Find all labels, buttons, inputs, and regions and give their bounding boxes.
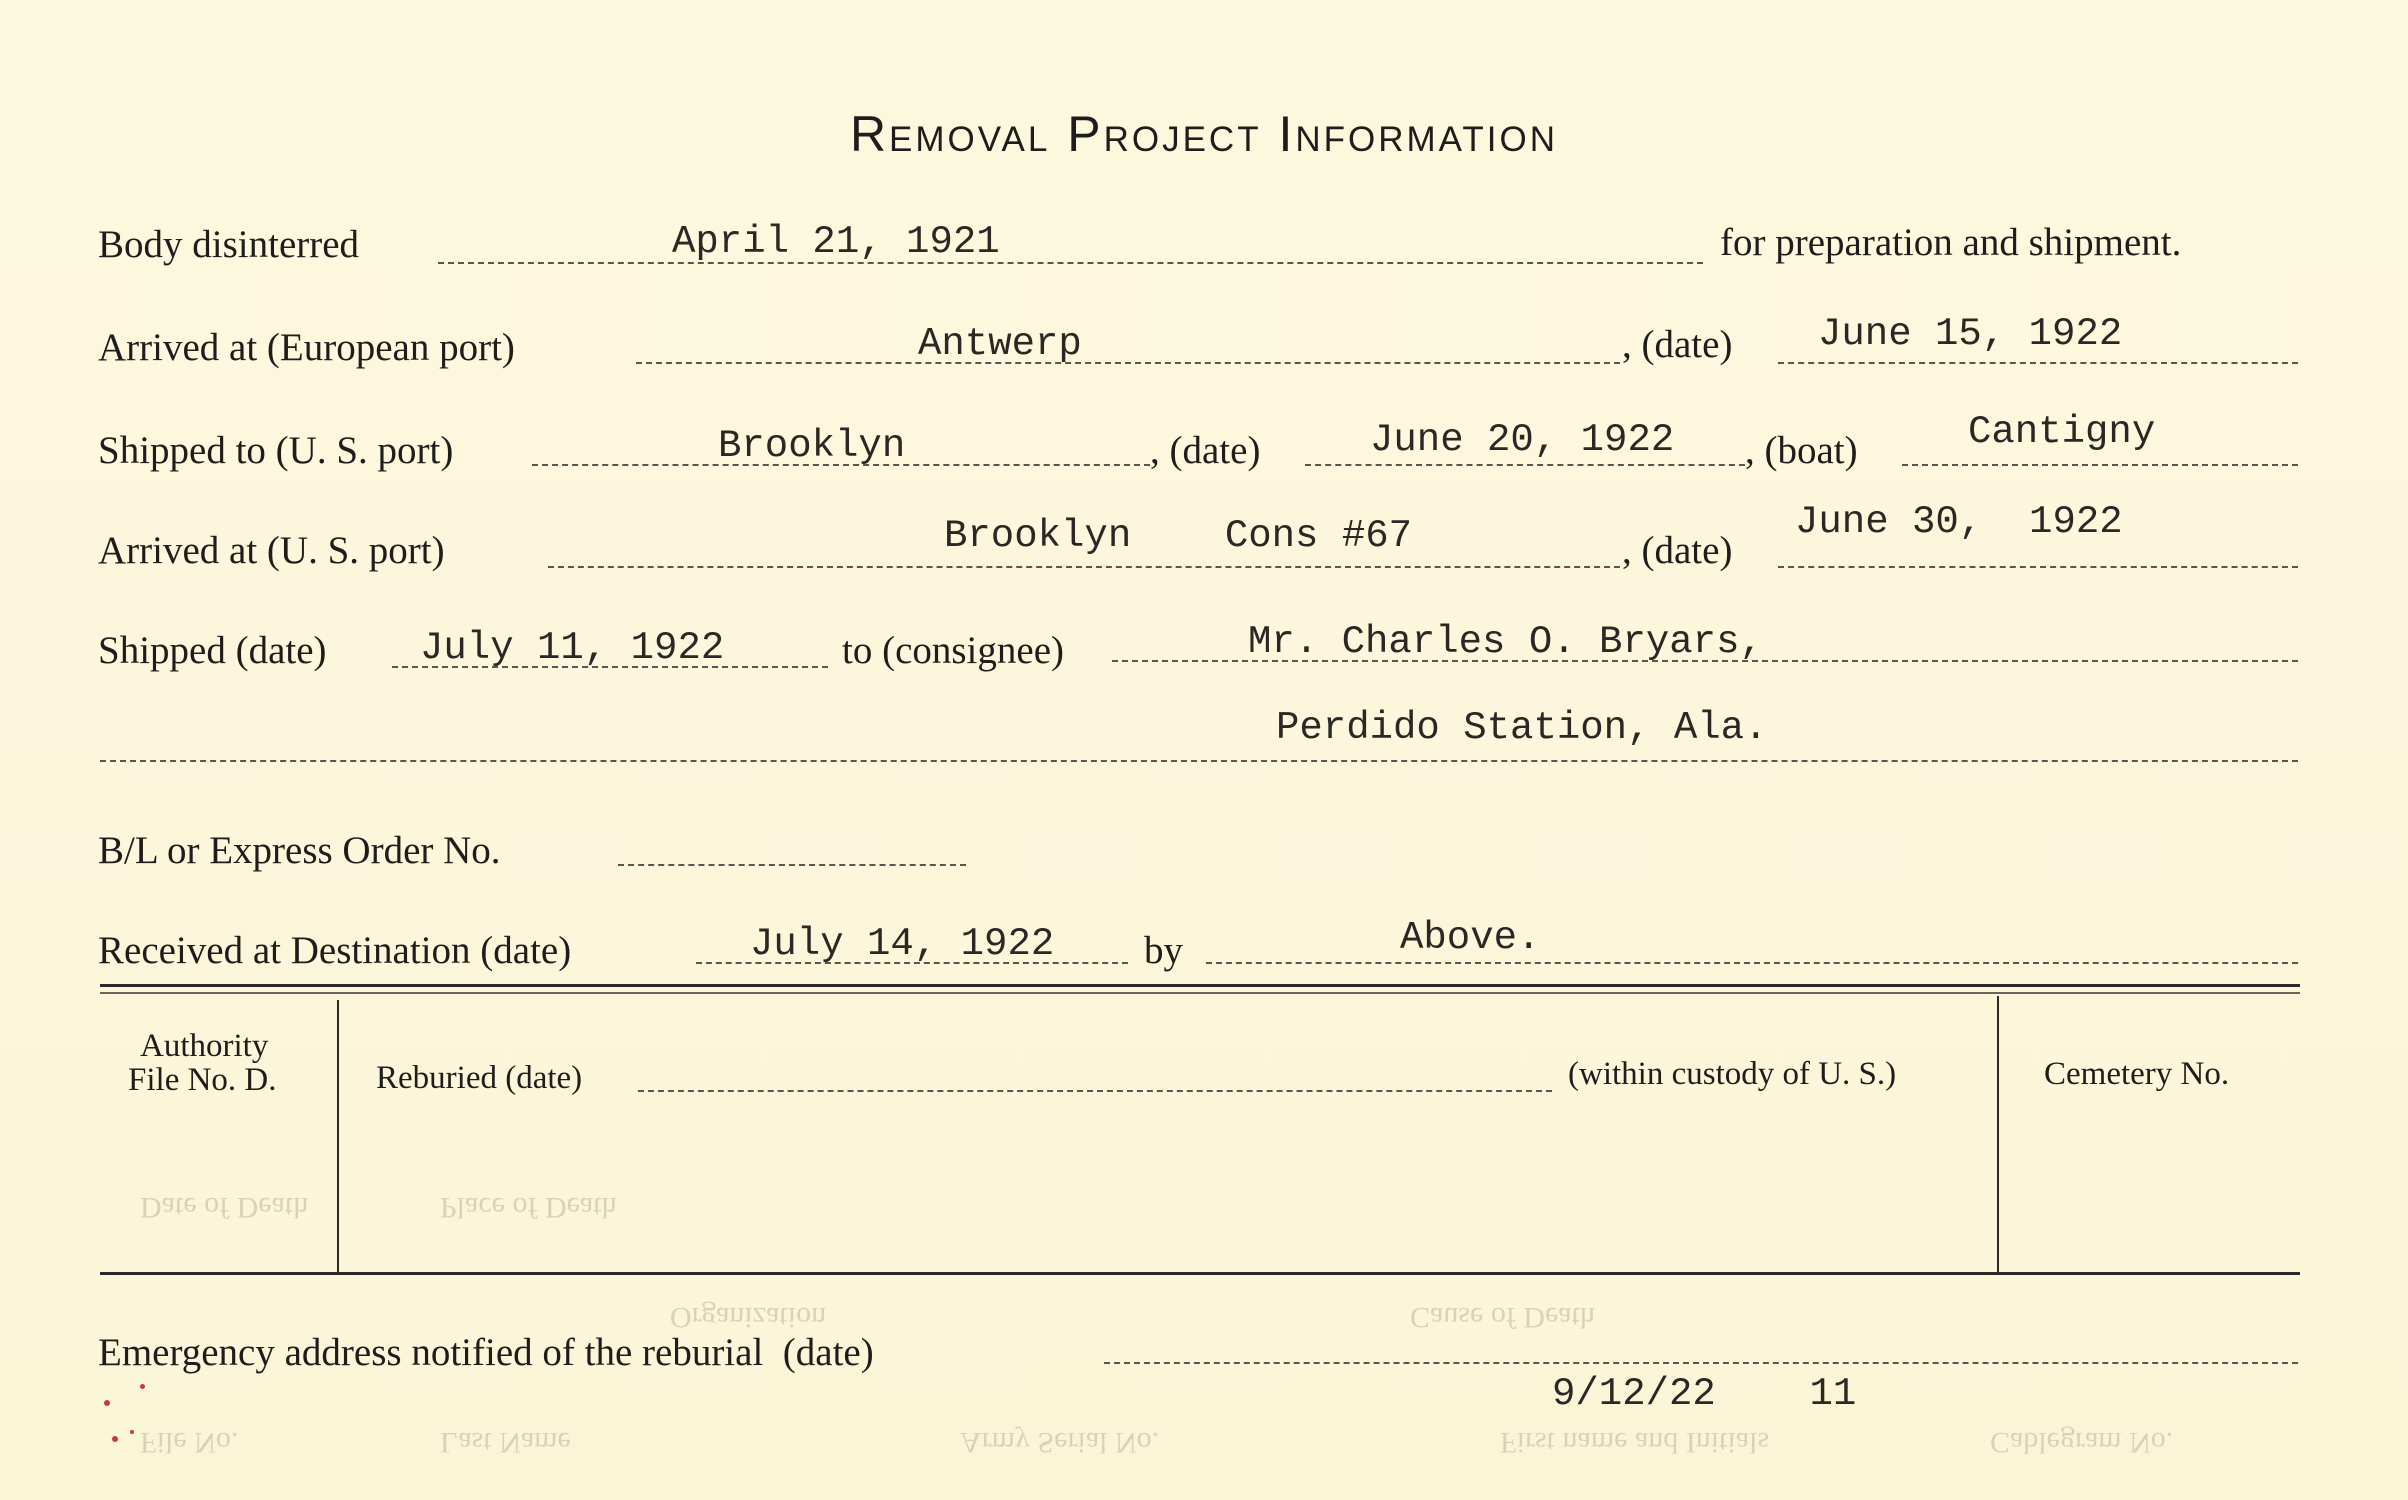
bleed-through-text: Last Name bbox=[440, 1426, 571, 1459]
arrived-us-label: Arrived at (U. S. port) bbox=[98, 529, 445, 572]
custody-label: (within custody of U. S.) bbox=[1568, 1056, 1897, 1092]
arrived-us-line bbox=[548, 566, 1620, 568]
received-by-label: by bbox=[1144, 929, 1183, 972]
bleed-through-text: Cablegram No. bbox=[1990, 1426, 2174, 1459]
bleed-through-text: Place of Death bbox=[440, 1191, 617, 1224]
page-title: Removal Project Information bbox=[849, 106, 1559, 162]
consignee-name: Mr. Charles O. Bryars, bbox=[1248, 620, 1763, 664]
bleed-through-text: Date of Death bbox=[140, 1191, 309, 1224]
bleed-through-text: Army Serial No. bbox=[960, 1426, 1160, 1459]
red-speck bbox=[140, 1384, 145, 1389]
table-divider-left bbox=[337, 1000, 339, 1272]
received-date: July 14, 1922 bbox=[750, 922, 1055, 966]
arrived-european-port: Antwerp bbox=[918, 322, 1082, 366]
shipped-us-port: Brooklyn bbox=[718, 424, 906, 468]
bl-order-line bbox=[618, 864, 966, 866]
shipped-us-boat: Cantigny bbox=[1968, 410, 2156, 454]
consignee-address-line bbox=[100, 760, 2298, 762]
bleed-through-text: File No. bbox=[140, 1426, 239, 1459]
shipped-us-date-line bbox=[1305, 464, 1745, 466]
table-bottom-rule bbox=[100, 1272, 2300, 1275]
arrived-european-line bbox=[636, 362, 1620, 364]
bleed-through-text: Cause of Death bbox=[1410, 1301, 1595, 1334]
authority-label-line2: File No. D. bbox=[128, 1062, 277, 1098]
body-disinterred-suffix: for preparation and shipment. bbox=[1720, 221, 2182, 264]
consignee-address: Perdido Station, Ala. bbox=[1276, 706, 1768, 750]
shipped-us-date: June 20, 1922 bbox=[1370, 418, 1675, 462]
arrived-us-date-line bbox=[1778, 566, 2298, 568]
cemetery-label: Cemetery No. bbox=[2044, 1056, 2230, 1092]
bl-order-label: B/L or Express Order No. bbox=[98, 829, 501, 872]
emergency-label: Emergency address notified of the reburial (date) bbox=[98, 1331, 874, 1374]
table-top-rule bbox=[100, 984, 2300, 987]
arrived-us-date-label: , (date) bbox=[1622, 529, 1733, 572]
shipped-date-label: Shipped (date) bbox=[98, 629, 327, 672]
emergency-value: 9/12/22 11 bbox=[1552, 1372, 1857, 1416]
bleed-through-text: First name and Initials bbox=[1500, 1426, 1770, 1459]
bleed-through-text: Organization bbox=[670, 1301, 827, 1334]
body-disinterred-line bbox=[438, 262, 1703, 264]
arrived-us-port: Brooklyn Cons #67 bbox=[944, 514, 1413, 558]
emergency-line bbox=[1104, 1362, 2298, 1364]
shipped-us-boat-line bbox=[1902, 464, 2298, 466]
received-label: Received at Destination (date) bbox=[98, 929, 572, 972]
body-disinterred-label: Body disinterred bbox=[98, 223, 360, 266]
authority-label-line1: Authority bbox=[140, 1028, 269, 1064]
shipped-date: July 11, 1922 bbox=[420, 626, 725, 670]
body-disinterred-value: April 21, 1921 bbox=[672, 220, 1000, 264]
arrived-us-date: June 30, 1922 bbox=[1795, 500, 2123, 544]
arrived-european-date: June 15, 1922 bbox=[1818, 312, 2123, 356]
received-by-line bbox=[1206, 962, 2298, 964]
reburied-label: Reburied (date) bbox=[376, 1060, 583, 1096]
shipped-us-date-label: , (date) bbox=[1150, 429, 1261, 472]
arrived-european-date-line bbox=[1778, 362, 2298, 364]
shipped-us-label: Shipped to (U. S. port) bbox=[98, 429, 454, 472]
table-top-rule-second bbox=[100, 992, 2300, 994]
red-speck bbox=[112, 1436, 118, 1442]
red-speck bbox=[130, 1430, 134, 1434]
reburied-line bbox=[638, 1090, 1552, 1092]
received-by: Above. bbox=[1400, 916, 1541, 960]
consignee-label: to (consignee) bbox=[842, 629, 1065, 672]
table-divider-right bbox=[1997, 996, 1999, 1272]
red-speck bbox=[104, 1400, 110, 1406]
arrived-european-label: Arrived at (European port) bbox=[98, 326, 515, 369]
arrived-european-date-label: , (date) bbox=[1622, 323, 1733, 366]
shipped-us-boat-label: , (boat) bbox=[1745, 429, 1858, 472]
